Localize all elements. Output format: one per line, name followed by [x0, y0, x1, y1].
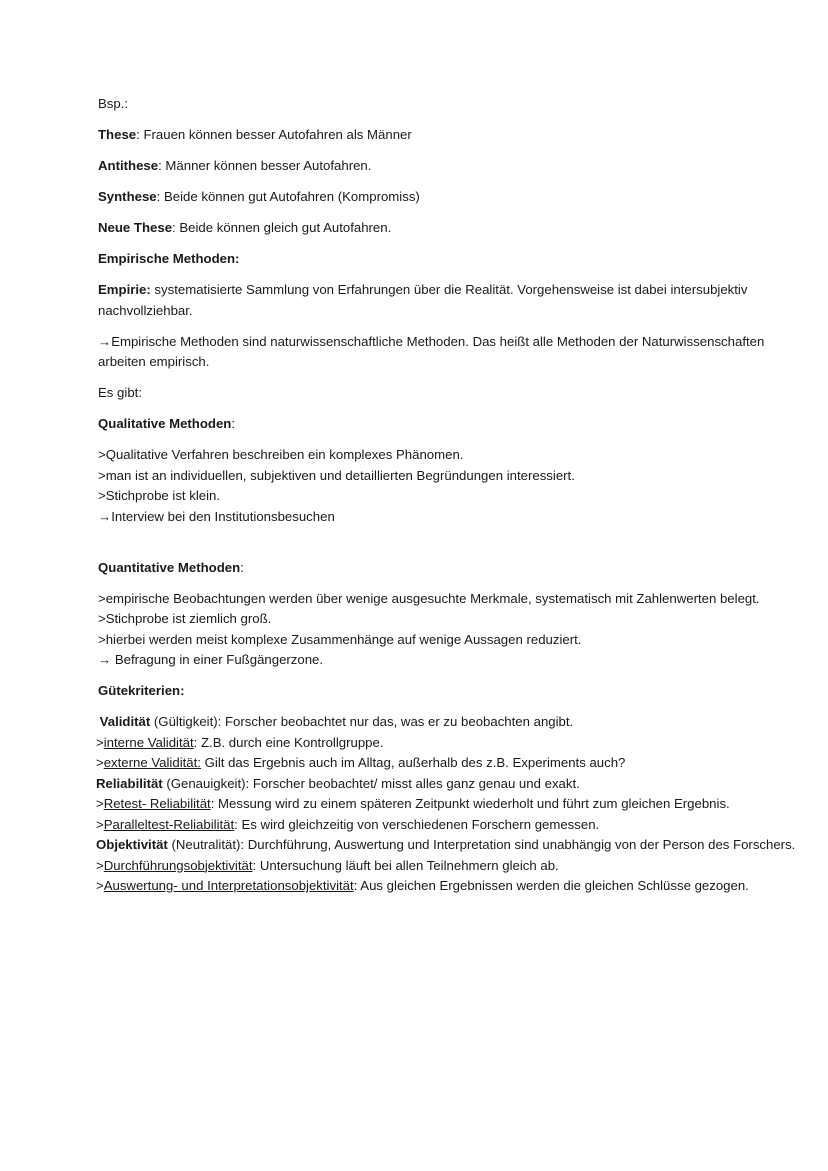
- external-validity-term: externe Validität:: [103, 755, 201, 770]
- criteria-heading: [98, 681, 798, 702]
- external-validity-line: [96, 753, 806, 774]
- bullet-marker: >: [96, 734, 104, 750]
- these-line: [98, 125, 798, 146]
- qualitative-heading-text: Qualitative Methoden: [98, 416, 232, 431]
- quantitative-list: [98, 589, 798, 671]
- list-item: →Interview bei den Institutionsbesuchen: [98, 508, 335, 524]
- neue-these-term: Neue These: [98, 220, 173, 235]
- bullet-marker: >: [96, 755, 104, 770]
- antithese-line: [98, 156, 798, 177]
- empirie-definition: [98, 280, 798, 321]
- qualitative-list: [98, 445, 798, 527]
- reliability-term: Reliabilität: [96, 775, 163, 791]
- neue-these-text: : Beide können gleich gut Autofahren.: [172, 220, 392, 235]
- retest-line: [96, 794, 806, 815]
- synthese-text: : Beide können gut Autofahren (Kompromiss): [156, 189, 420, 204]
- parallel-text: : Es wird gleichzeitig von verschiedenen Forschern gemessen.: [234, 816, 600, 832]
- external-validity-text: Gilt das Ergebnis auch im Alltag, außerhalb des z.B. Experiments auch?: [200, 755, 626, 770]
- bullet-marker: >: [96, 857, 104, 873]
- list-item: >man ist an individuellen, subjektiven und detaillierten Begründungen interessiert.: [98, 467, 575, 483]
- qualitative-heading-colon: :: [231, 416, 236, 431]
- qualitative-heading: [98, 414, 798, 435]
- list-item: >Qualitative Verfahren beschreiben ein komplexes Phänomen.: [98, 447, 464, 462]
- neue-these-line: [98, 218, 798, 239]
- quantitative-heading: [98, 558, 798, 579]
- antithese-text: : Männer können besser Autofahren.: [158, 158, 372, 173]
- reliability-text: (Genauigkeit): Forscher beobachtet/ misst alles ganz genau und exakt.: [162, 775, 580, 791]
- bullet-marker: >: [96, 796, 104, 811]
- parallel-line: [96, 815, 806, 836]
- empirical-heading: [98, 249, 798, 270]
- list-item: >Stichprobe ist klein.: [98, 488, 221, 503]
- list-item: >Stichprobe ist ziemlich groß.: [98, 611, 272, 626]
- retest-term: Retest- Reliabilität: [103, 796, 211, 811]
- synthese-line: [98, 187, 798, 208]
- empirical-note: →Empirische Methoden sind naturwissenschaftliche Methoden. Das heißt alle Methoden der Naturwissenschaften arbeiten empirisch.: [98, 333, 765, 369]
- document-page: [98, 94, 798, 907]
- parallel-term: Paralleltest-Reliabilität: [103, 816, 235, 832]
- quantitative-heading-colon: :: [240, 559, 244, 575]
- evaluation-objectivity-term: Auswertung- und Interpretationsobjektivität: [103, 878, 354, 893]
- list-item: >hierbei werden meist komplexe Zusammenhänge auf wenige Aussagen reduziert.: [98, 631, 582, 647]
- empirical-heading-text: Empirische Methoden:: [98, 251, 240, 266]
- validity-line: [96, 712, 806, 733]
- criteria-heading-text: Gütekriterien:: [98, 683, 185, 698]
- synthese-term: Synthese: [98, 189, 157, 204]
- validity-term: Validität: [99, 714, 151, 729]
- objectivity-line: [96, 835, 806, 856]
- spacer: [98, 538, 798, 558]
- execution-objectivity-text: : Untersuchung läuft bei allen Teilnehmern gleich ab.: [252, 857, 559, 873]
- internal-validity-term: interne Validität: [103, 734, 194, 750]
- retest-text: : Messung wird zu einem späteren Zeitpunkt wiederholt und führt zum gleichen Ergebnis.: [210, 796, 730, 811]
- execution-objectivity-term: Durchführungsobjektivität: [103, 857, 253, 873]
- list-item: → Befragung in einer Fußgängerzone.: [98, 652, 324, 667]
- quantitative-heading-text: Quantitative Methoden: [98, 559, 241, 575]
- bullet-marker: >: [96, 816, 104, 832]
- these-text: : Frauen können besser Autofahren als Männer: [136, 127, 412, 142]
- evaluation-objectivity-text: : Aus gleichen Ergebnissen werden die gleichen Schlüsse gezogen.: [353, 878, 749, 893]
- example-label: Bsp.:: [98, 96, 129, 111]
- empirie-text: systematisierte Sammlung von Erfahrungen über die Realität. Vorgehensweise ist dabei intersubjektiv nachvollziehbar.: [98, 282, 748, 318]
- empirie-term: Empirie:: [98, 282, 151, 297]
- antithese-term: Antithese: [98, 158, 159, 173]
- bullet-marker: >: [96, 878, 104, 893]
- these-term: These: [98, 127, 137, 142]
- validity-text: (Gültigkeit): Forscher beobachtet nur das, was er zu beobachten angibt.: [150, 714, 574, 729]
- es-gibt: Es gibt:: [98, 385, 142, 400]
- internal-validity-text: : Z.B. durch eine Kontrollgruppe.: [193, 734, 384, 750]
- internal-validity-line: [96, 733, 806, 754]
- execution-objectivity-line: [96, 856, 806, 877]
- criteria-list: [96, 712, 806, 897]
- evaluation-objectivity-line: [96, 876, 806, 897]
- reliability-line: [96, 774, 806, 795]
- list-item: >empirische Beobachtungen werden über wenige ausgesuchte Merkmale, systematisch mit Zahlenwerten belegt.: [98, 590, 760, 606]
- objectivity-text: (Neutralität): Durchführung, Auswertung und Interpretation sind unabhängig von der Person des Forschers.: [167, 837, 796, 852]
- objectivity-term: Objektivität: [96, 837, 168, 852]
